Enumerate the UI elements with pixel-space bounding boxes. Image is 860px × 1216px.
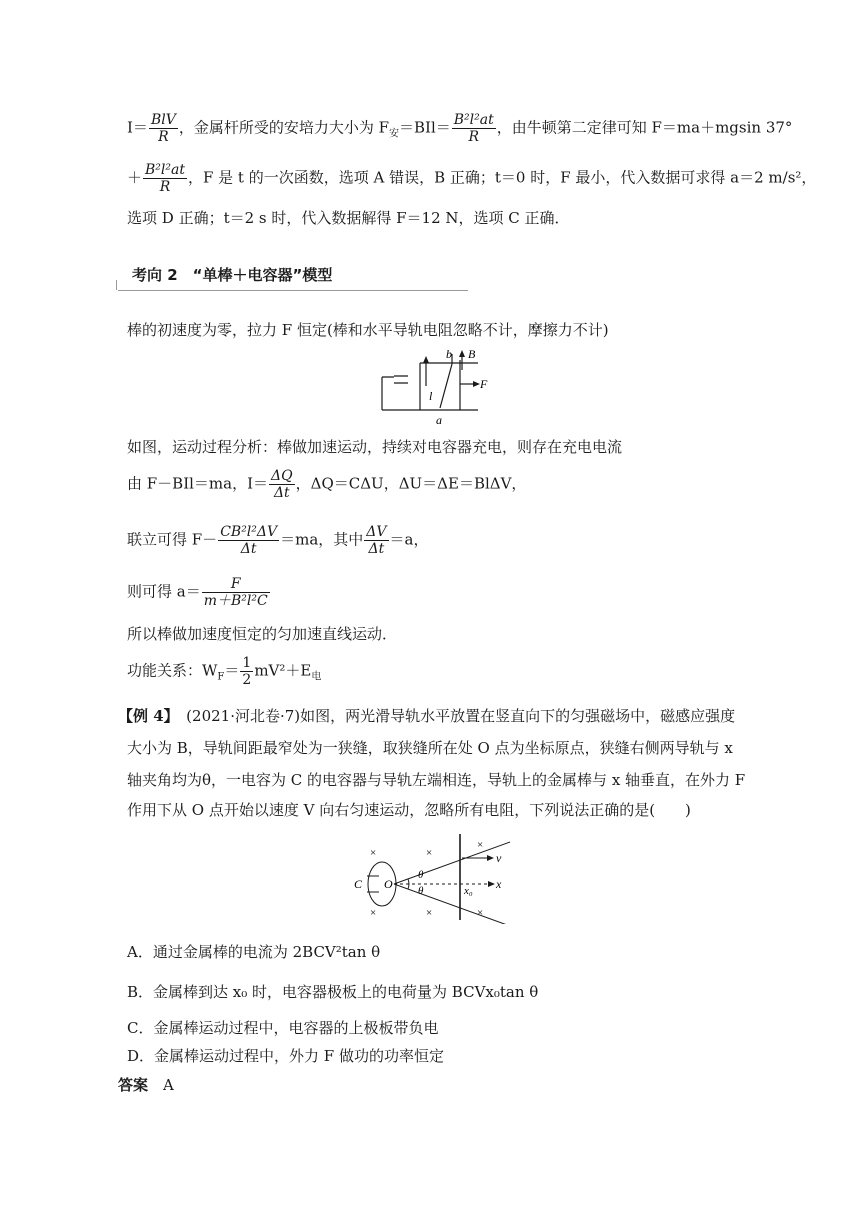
text: ，F 是 t 的一次函数，选项 A 错误，B 正确；t＝0 时，F 最小，代入数据可求得 a＝2 m/s²， [187,168,817,187]
example-tag: 【例 4】 [118,707,172,725]
text: 则可得 a＝ [127,582,201,601]
numerator: BlV [150,112,176,128]
denominator: R [159,179,171,195]
analysis-line: 如图，运动过程分析：棒做加速运动，持续对电容器充电，则存在充电电流 [127,438,623,456]
label-theta-upper: θ [418,869,424,881]
option-c[interactable]: C．金属棒运动过程中，电容器的上极板带负电 [127,1019,439,1037]
label-C: C [354,877,363,891]
text: 功能关系：W [127,661,218,680]
text: ＝ma，其中 [280,530,364,549]
fraction [269,468,295,501]
label-l: l [429,389,433,403]
equation-2 [127,524,428,557]
text: (2021·河北卷·7)如图，两光滑导轨水平放置在竖直向下的匀强磁场中，磁感应强度 [171,707,736,725]
numerator: B²l²at [453,112,494,128]
magnetic-field-cross: × [426,907,433,919]
text: ＝BIl＝ [399,118,451,137]
magnetic-field-cross: × [370,907,377,919]
left-frame [382,377,394,410]
text: I＝ [127,118,148,137]
text: ，ΔQ＝CΔU，ΔU＝ΔE＝BlΔV， [295,474,527,493]
example-line-1 [118,706,735,726]
denominator: Δt [273,485,290,501]
fraction [149,112,178,145]
magnetic-field-cross: × [477,907,484,919]
example-line-3: 轴夹角均为θ，一电容为 C 的电容器与导轨左端相连，导轨上的金属棒与 x 轴垂直，在外力 F [127,771,746,789]
fraction [452,112,496,145]
conclusion-line: 所以棒做加速度恒定的匀加速直线运动． [127,625,398,643]
label-F: F [480,377,488,391]
label-x0: x₀ [464,885,473,897]
answer-value: A [163,1076,174,1094]
text: ，由牛顿第二定律可知 F＝ma＋mgsin 37° [496,118,793,137]
rod-capacitor-figure [376,346,496,428]
text: mV²＋E [254,661,312,680]
fraction [218,524,279,557]
denominator: 2 [242,672,252,688]
section-heading-box [118,262,468,291]
numerator: F [202,576,270,593]
label-x: x [496,877,502,891]
numerator: CB²l²ΔV [220,524,278,540]
slit-rails-figure [352,832,520,924]
equation-3 [127,576,271,609]
label-O: O [384,877,393,891]
label-b: b [446,347,452,361]
text: ＝ [224,661,240,680]
denominator: R [158,129,169,145]
subscript: 电 [311,671,322,683]
denominator: m＋B²l²C [203,593,268,609]
equation-1 [127,468,526,501]
label-a: a [436,413,442,427]
section-title: 考向 2 “单棒＋电容器”模型 [132,266,333,284]
numerator: ΔV [366,524,387,540]
fraction [364,524,388,557]
magnetic-field-cross: × [426,847,433,859]
solution-line-2 [127,162,816,195]
solution-line-1 [127,112,792,145]
example-line-2: 大小为 B，导轨间距最窄处为一狭缝，取狭缝所在处 O 点为坐标原点，狭缝右侧两导轨与 x [127,739,733,757]
numerator: B²l²at [145,162,185,178]
label-theta-lower: θ [418,885,424,897]
label-B: B [468,347,476,361]
capacitor-plates [394,376,408,383]
option-b[interactable]: B．金属棒到达 x₀ 时，电容器极板上的电荷量为 BCVx₀tan θ [127,983,539,1001]
model-intro: 棒的初速度为零，拉力 F 恒定(棒和水平导轨电阻忽略不计，摩擦力不计) [127,321,609,339]
magnetic-field-cross: × [370,847,377,859]
answer-line [118,1075,174,1095]
denominator: R [468,129,480,145]
denominator: Δt [240,541,257,557]
subscript: 安 [389,128,400,140]
fraction [240,655,253,688]
text: ＋ [127,168,143,187]
numerator: ΔQ [271,468,293,484]
metal-rod [440,354,452,408]
text: 由 F－BIl＝ma，I＝ [127,474,269,493]
energy-relation [127,655,321,688]
label-v: v [496,851,502,865]
example-line-4: 作用下从 O 点开始以速度 V 向右匀速运动，忽略所有电阻，下列说法正确的是( ) [127,801,691,819]
lower-rail [394,884,510,924]
magnetic-field-cross: × [477,839,484,851]
fraction [143,162,187,195]
fraction [202,576,270,609]
option-a[interactable]: A．通过金属棒的电流为 2BCV²tan θ [127,943,381,961]
answer-label: 答案 [118,1076,149,1094]
subscript: F [217,671,225,683]
solution-line-3: 选项 D 正确；t＝2 s 时，代入数据解得 F＝12 N，选项 C 正确． [127,209,570,227]
denominator: Δt [368,541,385,557]
numerator: 1 [242,655,252,671]
text: ＝a， [389,530,429,549]
upper-rail [394,842,510,884]
text: 联立可得 F－ [127,530,218,549]
option-d[interactable]: D．金属棒运动过程中，外力 F 做功的功率恒定 [127,1047,444,1065]
text: ，金属杆所受的安培力大小为 F [178,118,390,137]
